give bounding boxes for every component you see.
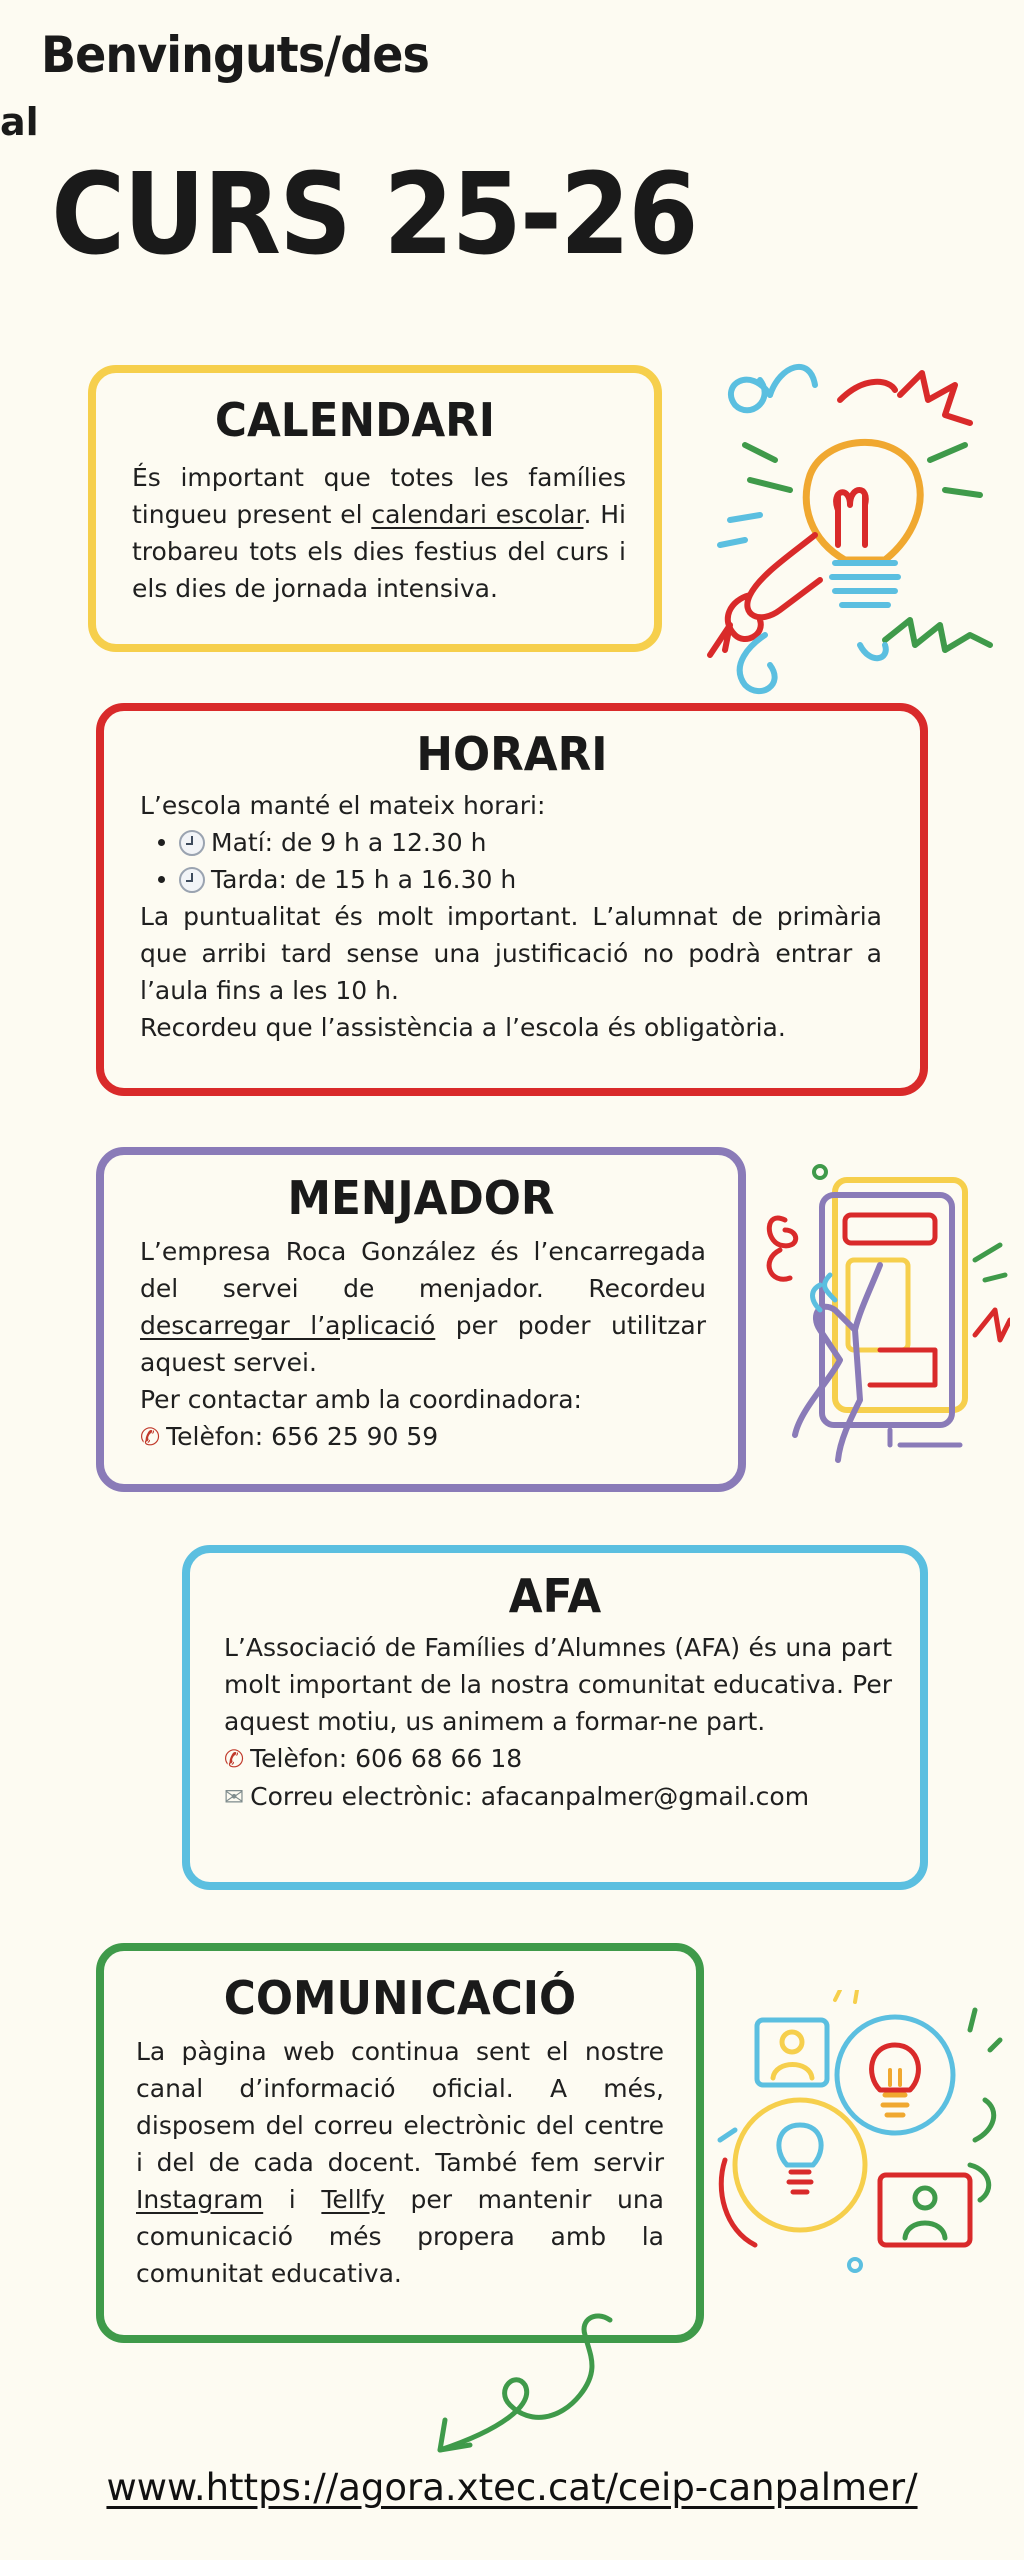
envelope-icon: ✉: [224, 1783, 245, 1811]
calendari-card: [88, 365, 662, 652]
instagram-link[interactable]: Instagram: [136, 2185, 264, 2214]
bullet: [158, 839, 165, 846]
afa-paragraph: L’Associació de Famílies d’Alumnes (AFA) és una part molt important de la nostra comunitat educativa. Per aquest motiu, us animem a formar-ne part.: [224, 1633, 892, 1736]
schedule-item: [140, 861, 882, 898]
menjador-contact-intro: Per contactar amb la coordinadora:: [140, 1385, 582, 1414]
afa-card: [182, 1545, 928, 1890]
horari-text: [104, 781, 920, 1046]
menjador-paragraph: [140, 1233, 706, 1381]
comunicacio-title: COMUNICACIÓ: [223, 1971, 577, 2025]
people-ideas-illustration: [715, 1990, 1005, 2290]
welcome-heading: Benvinguts/des: [40, 26, 429, 84]
calendari-text-part: . Hi trobareu tots els dies festius del curs i els dies de jornada intensiva.: [132, 500, 627, 603]
school-website-link[interactable]: www.https://agora.xtec.cat/ceip-canpalmer/: [106, 2466, 918, 2509]
schedule-item-text: Matí: de 9 h a 12.30 h: [211, 828, 487, 857]
telephone-icon: ✆: [224, 1745, 245, 1773]
clock-icon: [179, 830, 205, 856]
comunicacio-text-part: i: [263, 2185, 322, 2214]
schedule-item-text: Tarda: de 15 h a 16.30 h: [211, 865, 517, 894]
comunicacio-text: [104, 2025, 696, 2292]
calendari-title: CALENDARI: [214, 393, 496, 447]
comunicacio-text-part: La pàgina web continua sent el nostre canal d’informació oficial. A més, disposem del correu electrònic del centre i del de cada docent. També fem servir: [136, 2037, 664, 2177]
course-heading: CURS 25-26: [51, 150, 697, 280]
comunicacio-text-part: per mantenir una comunicació més propera amb la comunitat educativa.: [136, 2185, 664, 2288]
menjador-card: [96, 1147, 746, 1492]
download-app-link[interactable]: descarregar l’aplicació: [140, 1311, 436, 1340]
menjador-text-part: L’empresa Roca González és l’encarregada del servei de menjador. Recordeu: [140, 1237, 706, 1303]
lightbulb-hand-illustration: [690, 345, 1010, 695]
calendari-text-part: És important que totes les famílies tingueu present el: [132, 463, 626, 529]
menjador-title: MENJADOR: [287, 1171, 555, 1225]
tellfy-link[interactable]: Tellfy: [321, 2185, 385, 2214]
horari-card: [96, 703, 928, 1096]
horari-punctuality: La puntualitat és molt important. L’alumnat de primària que arribi tard sense una justificació no podrà entrar a l’aula fins a les 10 h.: [140, 902, 882, 1005]
afa-phone-text: Telèfon: 606 68 66 18: [250, 1744, 523, 1773]
afa-title: AFA: [508, 1569, 602, 1623]
schedule-item: [140, 824, 882, 861]
telephone-icon: ✆: [140, 1423, 161, 1451]
afa-text: [190, 1623, 920, 1816]
curly-arrow-icon: [420, 2310, 620, 2460]
clock-icon: [179, 867, 205, 893]
menjador-text: [104, 1225, 738, 1456]
tablet-hand-illustration: [760, 1160, 1010, 1470]
afa-phone: [224, 1740, 892, 1778]
horari-intro: L’escola manté el mateix horari:: [140, 791, 546, 820]
horari-attendance: Recordeu que l’assistència a l’escola és obligatòria.: [140, 1013, 786, 1042]
calendari-escolar-link[interactable]: calendari escolar: [371, 500, 584, 529]
menjador-phone-text: Telèfon: 656 25 90 59: [166, 1422, 439, 1451]
al-heading: al: [0, 100, 39, 144]
menjador-phone: [140, 1418, 706, 1456]
calendari-text: [96, 447, 654, 607]
afa-email-text[interactable]: Correu electrònic: afacanpalmer@gmail.com: [250, 1782, 810, 1811]
menjador-text-part: per poder utilitzar aquest servei.: [140, 1311, 706, 1377]
horari-title: HORARI: [416, 727, 608, 781]
afa-email: [224, 1778, 892, 1816]
bullet: [158, 876, 165, 883]
comunicacio-card: [96, 1943, 704, 2343]
